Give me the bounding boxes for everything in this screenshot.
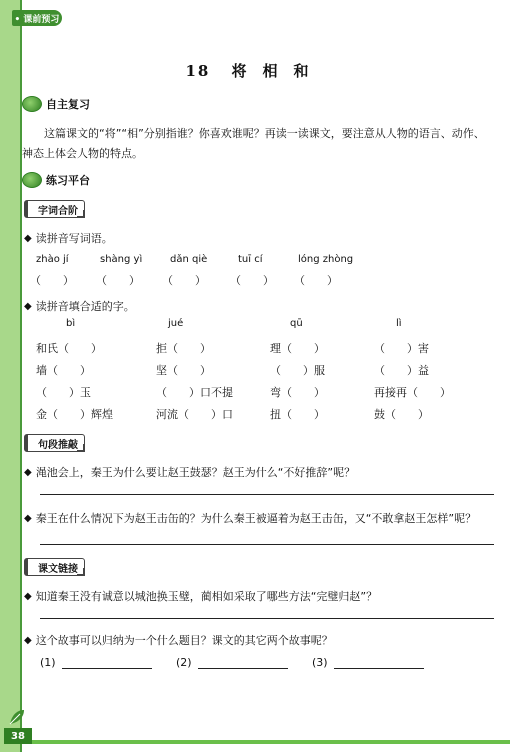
- fill-cell[interactable]: 金（ ）辉煌: [36, 408, 113, 421]
- answer-line[interactable]: [40, 494, 494, 495]
- fill-cell[interactable]: 拒（ ）: [156, 342, 211, 355]
- answer-paren[interactable]: （ ）: [30, 274, 74, 287]
- fill-cell[interactable]: 扭（ ）: [270, 408, 325, 421]
- group-pinyin: qū: [290, 318, 303, 329]
- page-number: 38: [4, 728, 32, 744]
- left-margin-band: [0, 0, 20, 752]
- review-heading-text: 自主复习: [46, 98, 90, 111]
- leaf-badge-icon: [22, 96, 42, 112]
- fill-cell[interactable]: 弯（ ）: [270, 386, 325, 399]
- review-heading: [22, 96, 90, 112]
- group-pinyin: bì: [66, 318, 76, 329]
- pinyin-3: dǎn qiè: [170, 254, 208, 265]
- section1-q1: ◆ 读拼音写词语。: [24, 232, 113, 245]
- section3-q2: ◆ 这个故事可以归纳为一个什么题目？课文的其它两个故事呢？: [24, 634, 333, 647]
- fill-cell[interactable]: 鼓（ ）: [374, 408, 429, 421]
- answer-paren[interactable]: （ ）: [230, 274, 274, 287]
- bottom-bar: [32, 740, 510, 744]
- diamond-bullet-icon: ◆: [24, 634, 32, 646]
- answer-line[interactable]: [40, 544, 494, 545]
- answer-paren[interactable]: （ ）: [96, 274, 140, 287]
- blank-label: (3): [312, 656, 328, 669]
- fill-cell[interactable]: （ ）益: [374, 364, 429, 377]
- blank-label: (1): [40, 656, 56, 669]
- section3-q1: ◆ 知道秦王没有诚意以城池换玉璧，蔺相如采取了哪些方法“完璧归赵”？: [24, 590, 378, 603]
- section2-q2: ◆ 秦王在什么情况下为赵王击缶的？为什么秦王被逼着为赵王击缶，又“不敢拿赵王怎样”呢？: [24, 512, 477, 525]
- answer-paren[interactable]: （ ）: [294, 274, 338, 287]
- fill-cell[interactable]: 坚（ ）: [156, 364, 211, 377]
- fill-cell[interactable]: （ ）口不提: [156, 386, 233, 399]
- section2-q1: ◆ 渑池会上，秦王为什么要让赵王鼓瑟？赵王为什么“不好推辞”呢？: [24, 466, 356, 479]
- answer-blank[interactable]: [198, 668, 288, 669]
- pinyin-5: lóng zhòng: [298, 254, 354, 265]
- lesson-name: 将相和: [231, 62, 325, 80]
- pinyin-4: tuī cí: [238, 254, 263, 265]
- diamond-bullet-icon: ◆: [24, 232, 32, 244]
- pinyin-2: shàng yì: [100, 254, 143, 265]
- diamond-bullet-icon: ◆: [24, 590, 32, 602]
- diamond-bullet-icon: ◆: [24, 512, 32, 524]
- practice-heading-text: 练习平台: [46, 174, 90, 187]
- blank-label: (2): [176, 656, 192, 669]
- section2-title: 句段推敲: [24, 434, 85, 452]
- answer-blank[interactable]: [62, 668, 152, 669]
- corner-tag: • 课前预习: [12, 10, 62, 26]
- answer-blank[interactable]: [334, 668, 424, 669]
- fill-cell[interactable]: 墙（ ）: [36, 364, 91, 377]
- fill-cell[interactable]: 再接再（ ）: [374, 386, 451, 399]
- leaf-icon: [8, 708, 26, 726]
- section1-q2: ◆ 读拼音填合适的字。: [24, 300, 135, 313]
- fill-cell[interactable]: 和氏（ ）: [36, 342, 102, 355]
- section3-title: 课文链接: [24, 558, 85, 576]
- group-pinyin: jué: [168, 318, 184, 329]
- lesson-title: [0, 60, 510, 81]
- section1-title: 字词合阶: [24, 200, 85, 218]
- practice-heading: [22, 172, 90, 188]
- fill-cell[interactable]: （ ）服: [270, 364, 325, 377]
- fill-cell[interactable]: （ ）害: [374, 342, 429, 355]
- group-pinyin: lì: [396, 318, 402, 329]
- diamond-bullet-icon: ◆: [24, 466, 32, 478]
- answer-paren[interactable]: （ ）: [162, 274, 206, 287]
- fill-cell[interactable]: 河流（ ）口: [156, 408, 233, 421]
- leaf-badge-icon: [22, 172, 42, 188]
- answer-line[interactable]: [40, 618, 494, 619]
- left-margin-line: [20, 0, 22, 752]
- fill-cell[interactable]: 理（ ）: [270, 342, 325, 355]
- pinyin-1: zhào jí: [36, 254, 69, 265]
- review-text: 这篇课文的“将”“相”分别指谁？你喜欢谁呢？再读一读课文，要注意从人物的语言、动作、神态上体会人物的特点。: [22, 127, 485, 160]
- lesson-number: 18: [185, 62, 211, 80]
- diamond-bullet-icon: ◆: [24, 300, 32, 312]
- fill-cell[interactable]: （ ）玉: [36, 386, 91, 399]
